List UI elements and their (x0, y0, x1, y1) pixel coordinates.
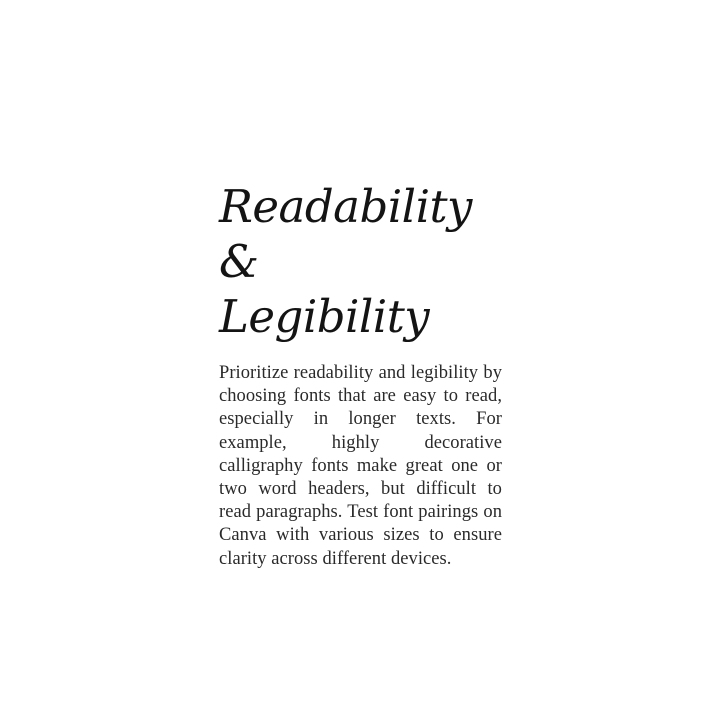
content-block (219, 179, 502, 571)
title-line-2: Legibility (219, 290, 430, 343)
page-title (219, 179, 502, 344)
title-line-1: Readability & (219, 180, 472, 288)
body-paragraph: Prioritize readability and legibility by choosing fonts that are easy to read, especially in longer texts. For example, highly decorative calligraphy fonts make great one or two word headers, but difficult to read paragraphs. Test font pairings on Canva with various sizes to ensure clarity across different devices. (219, 363, 502, 569)
